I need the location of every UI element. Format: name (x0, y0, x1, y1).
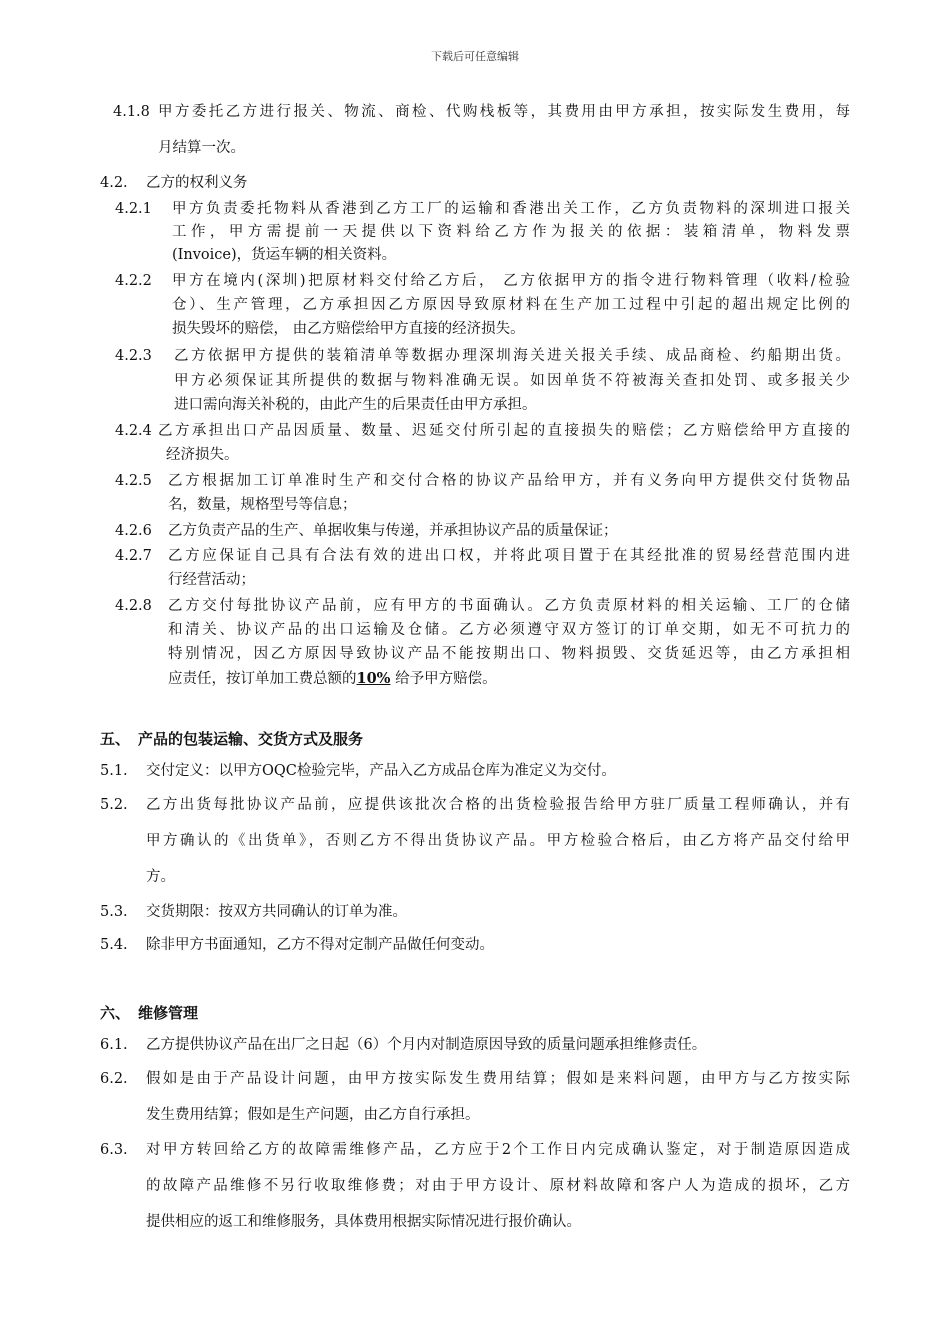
clause-line: 特别情况，因乙方原因导致协议产品不能按期出口、物料损毁、交货延迟等，由乙方承担相 (168, 646, 850, 662)
clause-number: 6.2. (100, 1071, 128, 1087)
clause-line: 提供相应的返工和维修服务，具体费用根据实际情况进行报价确认。 (146, 1214, 581, 1230)
clause-line: 方。 (146, 869, 175, 885)
clause-line: 甲方委托乙方进行报关、物流、商检、代购栈板等，其费用由甲方承担，按实际发生费用，每 (158, 104, 850, 120)
clause-number: 4.2.7 (115, 548, 152, 564)
clause-number: 5.2. (100, 797, 128, 813)
clause-number: 4.2.2 (115, 273, 152, 289)
clause-number: 5.1. (100, 763, 128, 779)
clause-line: 乙方交付每批协议产品前，应有甲方的书面确认。乙方负责原材料的相关运输、工厂的仓储 (168, 598, 850, 614)
clause-number: 4.2.8 (115, 598, 152, 614)
clause-title: 乙方的权利义务 (146, 175, 248, 191)
clause-line: 和清关、协议产品的出口运输及仓储。乙方必须遵守双方签订的订单交期，如无不可抗力的 (168, 622, 850, 638)
clause-line (168, 667, 497, 691)
clause-number: 6.3. (100, 1142, 128, 1158)
clause-line: 乙方负责产品的生产、单据收集与传递，并承担协议产品的质量保证； (168, 523, 618, 539)
clause-number: 5.3. (100, 904, 128, 920)
section-number: 五、 (100, 730, 131, 748)
clause-line: 仓）、生产管理，乙方承担因乙方原因导致原材料在生产加工过程中引起的超出规定比例的 (172, 297, 850, 313)
clause-line: 甲方在境内(深圳)把原材料交付给乙方后， 乙方依据甲方的指令进行物料管理（收料/检验 (172, 273, 850, 289)
clause-line: 乙方承担出口产品因质量、数量、迟延交付所引起的直接损失的赔偿；乙方赔偿给甲方直接的 (158, 423, 850, 439)
clause-line: 进口需向海关补税的，由此产生的后果责任由甲方承担。 (174, 397, 537, 413)
clause-number: 4.2.1 (115, 201, 152, 217)
header-watermark: 下载后可任意编辑 (431, 50, 519, 63)
clause-number: 5.4. (100, 937, 128, 953)
clause-line: 月结算一次。 (158, 140, 245, 156)
clause-line: 交货期限：按双方共同确认的订单为准。 (146, 904, 407, 920)
clause-line: 乙方出货每批协议产品前，应提供该批次合格的出货检验报告给甲方驻厂质量工程师确认，并有 (146, 797, 850, 813)
clause-number: 4.2.5 (115, 473, 152, 489)
clause-line: 发生费用结算；假如是生产问题，由乙方自行承担。 (146, 1107, 480, 1123)
clause-number: 4.2. (100, 175, 128, 191)
clause-line: 名，数量，规格型号等信息； (168, 497, 357, 513)
clause-line: 对甲方转回给乙方的故障需维修产品，乙方应于2个工作日内完成确认鉴定，对于制造原因造成 (146, 1142, 850, 1158)
clause-line: (Invoice)，货运车辆的相关资料。 (172, 247, 397, 263)
clause-line: 乙方依据甲方提供的装箱清单等数据办理深圳海关进关报关手续、成品商检、约船期出货。 (174, 348, 850, 364)
clause-number: 4.2.6 (115, 523, 152, 539)
clause-line: 甲方必须保证其所提供的数据与物料准确无误。如因单货不符被海关查扣处罚、或多报关少 (174, 373, 850, 389)
clause-line: 假如是由于产品设计问题，由甲方按实际发生费用结算；假如是来料问题，由甲方与乙方按实际 (146, 1071, 850, 1087)
clause-line: 除非甲方书面通知，乙方不得对定制产品做任何变动。 (146, 937, 494, 953)
clause-number: 4.2.3 (115, 348, 152, 364)
clause-number: 4.2.4 (115, 423, 152, 439)
clause-line: 的故障产品维修不另行收取维修费；对由于甲方设计、原材料故障和客户人为造成的损坏，乙方 (146, 1178, 850, 1194)
section-number: 六、 (100, 1004, 131, 1022)
clause-line: 乙方应保证自己具有合法有效的进出口权，并将此项目置于在其经批准的贸易经营范围内进 (168, 548, 850, 564)
clause-line: 行经营活动； (168, 572, 255, 588)
clause-line: 损失毁坏的赔偿， 由乙方赔偿给甲方直接的经济损失。 (172, 321, 525, 337)
clause-line: 工作，甲方需提前一天提供以下资料给乙方作为报关的依据：装箱清单，物料发票 (172, 224, 850, 240)
clause-number: 6.1. (100, 1037, 128, 1053)
clause-line: 甲方负责委托物料从香港到乙方工厂的运输和香港出关工作，乙方负责物料的深圳进口报关 (172, 201, 850, 217)
clause-line-text: 应责任，按订单加工费总额的 (168, 671, 357, 687)
clause-line: 乙方根据加工订单准时生产和交付合格的协议产品给甲方，并有义务向甲方提供交付货物品 (168, 473, 850, 489)
clause-number: 4.1.8 (113, 104, 150, 120)
clause-line: 乙方提供协议产品在出厂之日起（6）个月内对制造原因导致的质量问题承担维修责任。 (146, 1037, 707, 1053)
section-title: 产品的包装运输、交货方式及服务 (138, 730, 364, 748)
clause-line: 甲方确认的《出货单》，否则乙方不得出货协议产品。甲方检验合格后，由乙方将产品交付给甲 (146, 833, 850, 849)
clause-line: 经济损失。 (166, 447, 239, 463)
clause-line-text: 给予甲方赔偿。 (390, 671, 497, 687)
penalty-percent: 10% (356, 670, 391, 687)
clause-line: 交付定义：以甲方OQC检验完毕，产品入乙方成品仓库为准定义为交付。 (146, 763, 616, 779)
section-title: 维修管理 (138, 1004, 199, 1022)
